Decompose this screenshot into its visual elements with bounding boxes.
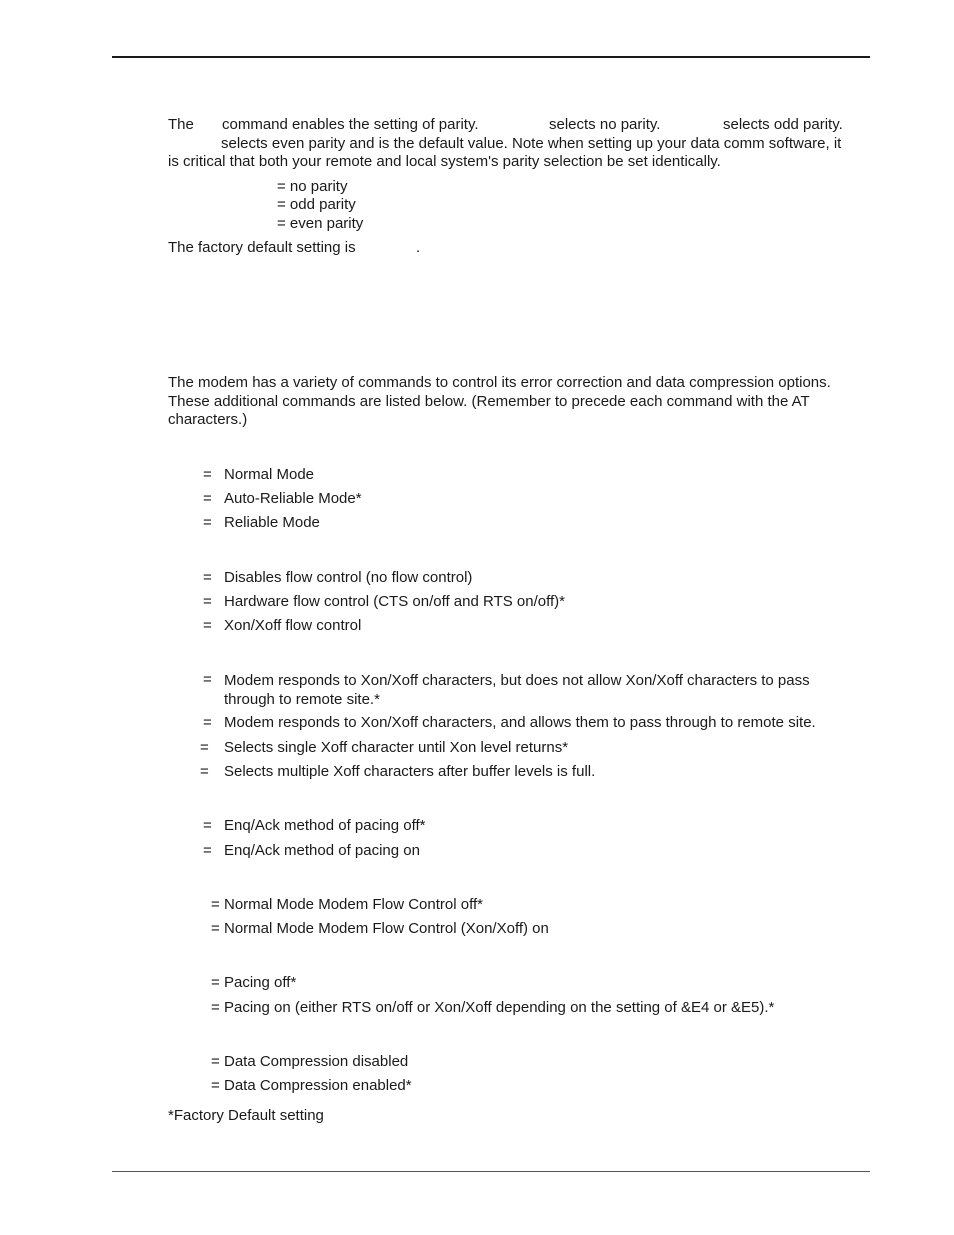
equals-sign: = — [203, 569, 212, 586]
intro-line-1: The modem has a variety of commands to control its error correction and data compression options. — [168, 374, 831, 391]
intro-line-3: characters.) — [168, 411, 248, 428]
equals-sign: = — [211, 999, 220, 1016]
equals-sign: = — [203, 593, 212, 610]
mode-normal: Normal Mode — [224, 466, 315, 483]
footer-rule — [112, 1171, 870, 1172]
xon-no-pass: Modem responds to Xon/Xoff characters, but does not allow Xon/Xoff characters to pass through to remote site.* — [224, 672, 810, 708]
equals-sign: = — [203, 842, 212, 859]
equals-sign: = — [211, 896, 220, 913]
parity-text-odd: selects odd parity. — [723, 116, 843, 133]
enq-ack-off: Enq/Ack method of pacing off* — [224, 817, 426, 834]
parity-text-the: The — [168, 116, 194, 133]
pacing-on: Pacing on (either RTS on/off or Xon/Xoff depending on the setting of &E4 or &E5).* — [224, 999, 775, 1016]
compression-enabled: Data Compression enabled* — [224, 1077, 412, 1094]
parity-text-no: selects no parity. — [549, 116, 661, 133]
parity-default-text: The factory default setting is — [168, 239, 356, 256]
equals-sign: = — [211, 1053, 220, 1070]
equals-sign: = — [200, 739, 209, 756]
parity-text-line3: is critical that both your remote and local system's parity selection be set identically. — [168, 153, 721, 170]
mode-auto-reliable: Auto-Reliable Mode* — [224, 490, 362, 507]
equals-sign: = — [203, 817, 212, 834]
nmfc-on: Normal Mode Modem Flow Control (Xon/Xoff) on — [224, 920, 549, 937]
equals-sign: = — [211, 974, 220, 991]
flow-hardware: Hardware flow control (CTS on/off and RTS on/off)* — [224, 593, 565, 610]
parity-option-even: = even parity — [277, 215, 364, 232]
footnote: *Factory Default setting — [168, 1107, 324, 1124]
pacing-off: Pacing off* — [224, 974, 297, 991]
equals-sign: = — [211, 920, 220, 937]
compression-disabled: Data Compression disabled — [224, 1053, 409, 1070]
parity-default-period: . — [416, 239, 421, 256]
intro-line-2: These additional commands are listed below. (Remember to precede each command with the AT — [168, 393, 810, 410]
flow-none: Disables flow control (no flow control) — [224, 569, 473, 586]
equals-sign: = — [203, 514, 212, 531]
xon-pass: Modem responds to Xon/Xoff characters, and allows them to pass through to remote site. — [224, 714, 816, 731]
xoff-multiple: Selects multiple Xoff characters after buffer levels is full. — [224, 763, 596, 780]
flow-xon-xoff: Xon/Xoff flow control — [224, 617, 362, 634]
xoff-single: Selects single Xoff character until Xon level returns* — [224, 739, 569, 756]
nmfc-off: Normal Mode Modem Flow Control off* — [224, 896, 483, 913]
parity-option-odd: = odd parity — [277, 196, 356, 213]
header-rule — [112, 56, 870, 58]
enq-ack-on: Enq/Ack method of pacing on — [224, 842, 420, 859]
equals-sign: = — [203, 490, 212, 507]
equals-sign: = — [211, 1077, 220, 1094]
equals-sign: = — [203, 466, 212, 483]
equals-sign: = — [203, 617, 212, 634]
equals-sign: = — [203, 671, 212, 688]
mode-reliable: Reliable Mode — [224, 514, 320, 531]
parity-text-enables: command enables the setting of parity. — [222, 116, 479, 133]
equals-sign: = — [200, 763, 209, 780]
equals-sign: = — [203, 714, 212, 731]
parity-option-no: = no parity — [277, 178, 348, 195]
parity-text-even: selects even parity and is the default value. Note when setting up your data comm software, it — [221, 135, 842, 152]
